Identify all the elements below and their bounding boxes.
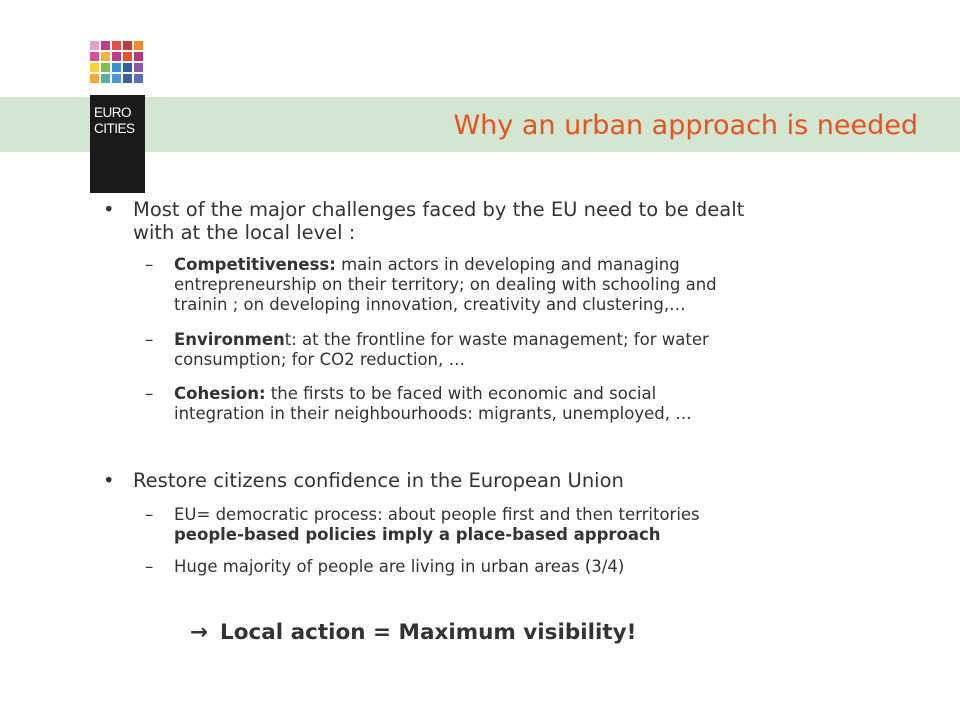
callout-text: Local action = Maximum visibility!: [220, 620, 637, 645]
subitem-line: Huge majority of people are living in urban areas (3/4): [174, 557, 625, 576]
subitem-lead: Cohesion:: [174, 384, 266, 403]
subitem-bold-line: people-based policies imply a place-based approach: [174, 525, 661, 544]
sub-dash: –: [145, 330, 154, 349]
subitem-line: consumption; for CO2 reduction, …: [174, 350, 465, 369]
subitem-line: integration in their neighbourhoods: migrants, unemployed, …: [174, 404, 692, 423]
right-arrow-icon: →: [190, 620, 209, 645]
bullet-dot: •: [103, 198, 115, 221]
bullet-1-line-1: Most of the major challenges faced by the EU need to be dealt: [133, 198, 745, 221]
subitem-line: main actors in developing and managing: [335, 255, 680, 274]
logo-line-1: EURO: [94, 105, 132, 120]
subitem-lead: Competitiveness:: [174, 255, 336, 274]
sub-dash: –: [145, 557, 154, 576]
subitem-line: trainin ; on developing innovation, creativity and clustering,…: [174, 295, 686, 314]
bullet-1-line-2: with at the local level :: [133, 221, 356, 244]
subitem-line: the firsts to be faced with economic and social: [265, 384, 657, 403]
sub-dash: –: [145, 384, 154, 403]
subitem-line: entrepreneurship on their territory; on dealing with schooling and: [174, 275, 717, 294]
subitem-line: t: at the frontline for waste management; for water: [284, 330, 709, 349]
sub-dash: –: [145, 505, 154, 524]
slide-title: Why an urban approach is needed: [453, 110, 918, 141]
subitem-line: EU= democratic process: about people first and then territories: [174, 505, 700, 524]
bullet-dot: •: [103, 469, 115, 492]
callout: [190, 620, 636, 645]
sub-dash: –: [145, 255, 154, 274]
logo-line-2: CITIES: [94, 121, 135, 136]
subitem-lead: Environmen: [174, 330, 285, 349]
bullet-2-line-1: Restore citizens confidence in the European Union: [133, 469, 624, 492]
